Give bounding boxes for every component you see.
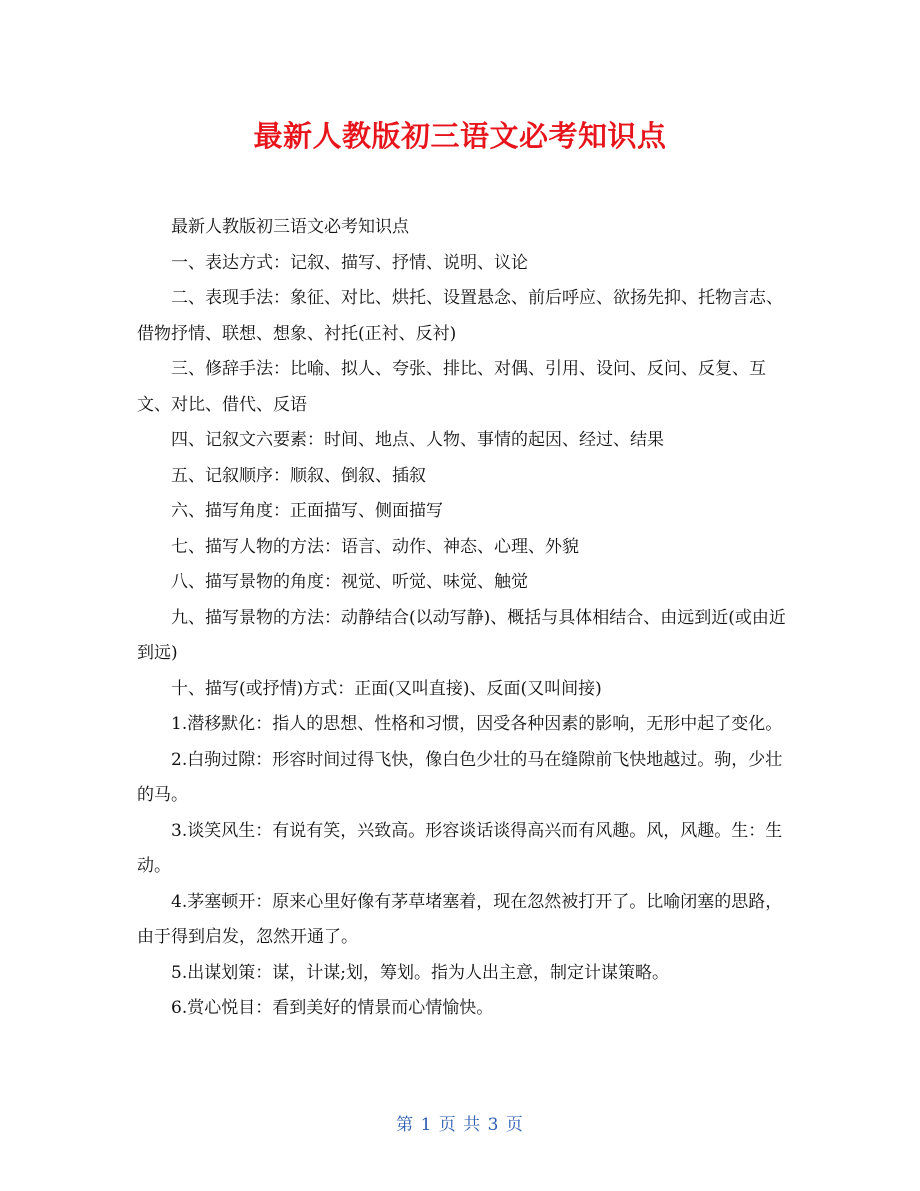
paragraph: 一、表达方式：记叙、描写、抒情、说明、议论 bbox=[171, 252, 528, 273]
paragraph: 四、记叙文六要素：时间、地点、人物、事情的起因、经过、结果 bbox=[171, 430, 664, 450]
paragraph: 1.潜移默化：指人的思想、性格和习惯，因受各种因素的影响，无形中起了变化。 bbox=[171, 714, 783, 734]
paragraph: 2.白驹过隙：形容时间过得飞快，像白色少壮的马在缝隙前飞快地越过。驹，少壮的马。 bbox=[137, 749, 783, 805]
paragraph: 4.茅塞顿开：原来心里好像有茅草堵塞着，现在忽然被打开了。比喻闭塞的思路，由于得到启发，忽然开通了。 bbox=[137, 891, 783, 947]
page-number: 第 1 页 共 3 页 bbox=[396, 1115, 524, 1135]
paragraph: 3.谈笑风生：有说有笑，兴致高。形容谈话谈得高兴而有风趣。风，风趣。生：生动。 bbox=[137, 820, 783, 876]
document-body bbox=[137, 210, 787, 1027]
paragraph: 五、记叙顺序：顺叙、倒叙、插叙 bbox=[171, 465, 426, 486]
paragraph: 九、描写景物的方法：动静结合(以动写静)、概括与具体相结合、由远到近(或由近到远) bbox=[137, 607, 786, 663]
paragraph: 七、描写人物的方法：语言、动作、神态、心理、外貌 bbox=[171, 536, 579, 557]
paragraph: 最新人教版初三语文必考知识点 bbox=[171, 217, 409, 237]
document-title: 最新人教版初三语文必考知识点 bbox=[253, 119, 667, 153]
paragraph: 二、表现手法：象征、对比、烘托、设置悬念、前后呼应、欲扬先抑、托物言志、借物抒情、联想、想象、衬托(正衬、反衬) bbox=[137, 288, 783, 344]
paragraph: 十、描写(或抒情)方式：正面(又叫直接)、反面(又叫间接) bbox=[171, 678, 602, 699]
paragraph: 6.赏心悦目：看到美好的情景而心情愉快。 bbox=[171, 998, 494, 1018]
paragraph: 三、修辞手法：比喻、拟人、夸张、排比、对偶、引用、设问、反问、反复、互文、对比、借代、反语 bbox=[137, 359, 766, 415]
paragraph: 八、描写景物的角度：视觉、听觉、味觉、触觉 bbox=[171, 572, 528, 592]
paragraph: 六、描写角度：正面描写、侧面描写 bbox=[171, 501, 443, 521]
paragraph: 5.出谋划策：谋，计谋;划，筹划。指为人出主意，制定计谋策略。 bbox=[171, 962, 669, 983]
